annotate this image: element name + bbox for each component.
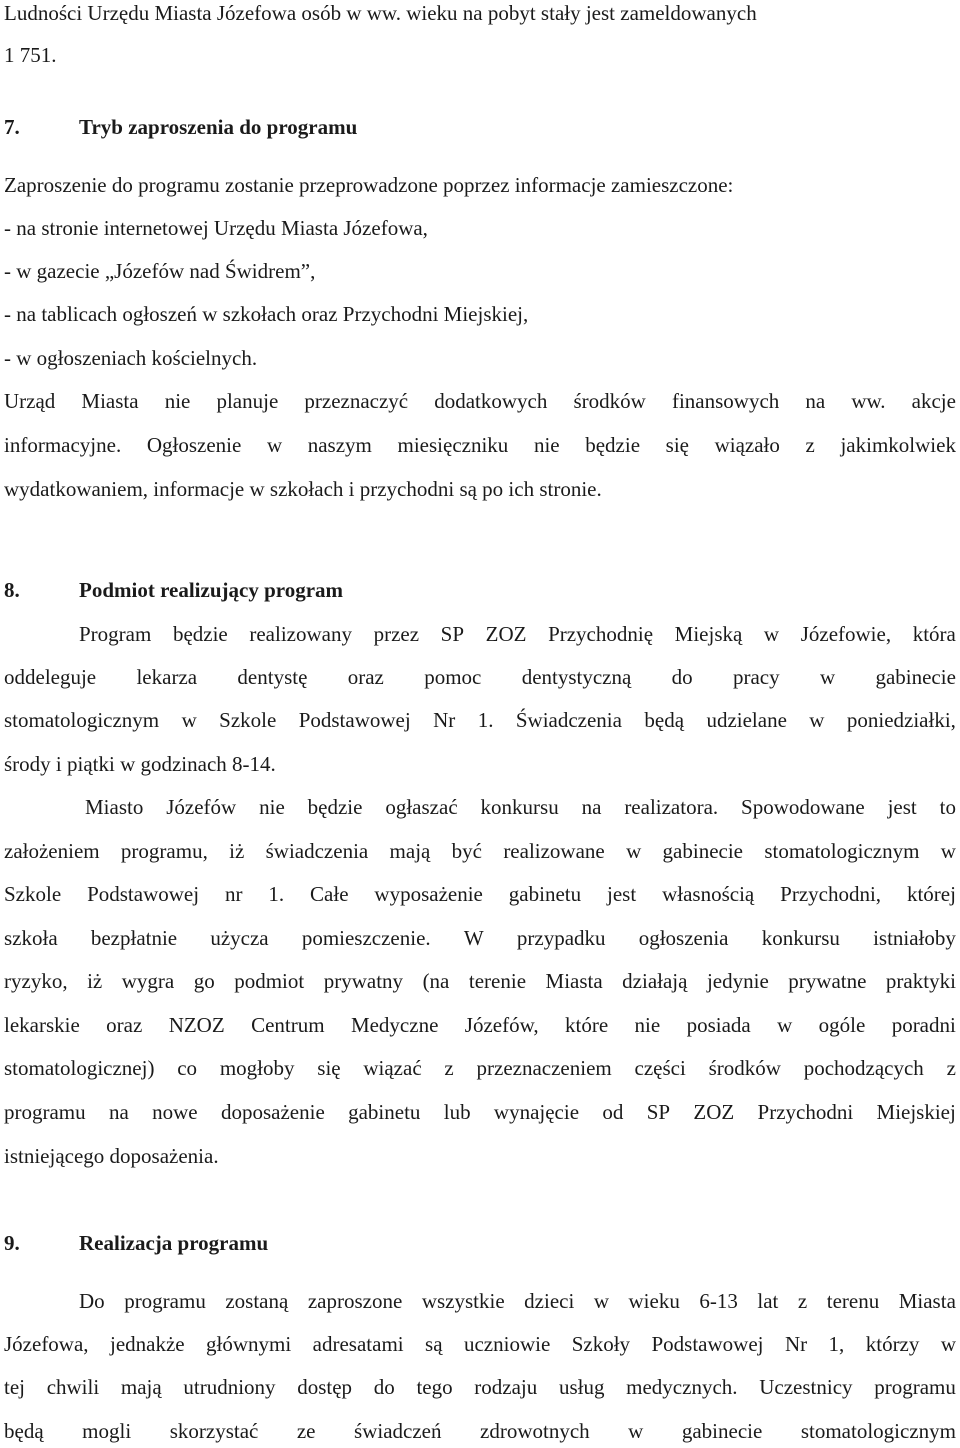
word: Miejską [674,622,743,646]
word: w [626,839,642,863]
word: z [797,1289,808,1313]
word: Świadczenia [515,708,622,732]
word: nowe [152,1100,198,1124]
word: jest [887,795,917,819]
word: tego [416,1375,453,1399]
word: której [906,882,956,906]
word: dodatkowych [434,389,548,413]
word: doposażenie [220,1100,325,1124]
word: Szkole [4,882,62,906]
word: nie [164,389,191,413]
word: się [665,433,689,457]
word: w [940,839,956,863]
word: jakimkolwiek [840,433,956,457]
word: zdrowotnych [480,1419,590,1443]
word: zaproszone [307,1289,403,1313]
word: iż [87,969,103,993]
section-9-title: Realizacja programu [79,1231,269,1255]
word: będzie [172,622,228,646]
word: miesięczniku [397,433,509,457]
word: Józefowie, [800,622,892,646]
word: naszym [307,433,372,457]
intro-line-2: 1 751. [4,43,57,67]
word: nie [259,795,285,819]
word: w [819,665,836,689]
word: być [451,839,482,863]
section-9-line [4,1418,956,1444]
word: w [181,708,197,732]
section-8-line [4,1099,956,1125]
word: nr [224,882,243,906]
word: Program [79,622,152,646]
word: ZOZ [693,1100,735,1124]
word: głównymi [206,1332,292,1356]
word: będzie [585,433,641,457]
word: Przychodnię [548,622,654,646]
word: w [940,1332,956,1356]
word: w [266,433,283,457]
word: realizowane [503,839,605,863]
word: skorzystać [169,1419,259,1443]
word: użycza [210,926,269,950]
word: które [565,1013,609,1037]
section-7-line: - na tablicach ogłoszeń w szkołach oraz Przychodni Miejskiej, [4,302,529,326]
word: mają [120,1375,162,1399]
word: podmiot [234,969,305,993]
word: gabinecie [875,665,956,689]
word: przeznaczeniem [476,1056,612,1080]
word: bezpłatnie [90,926,178,950]
word: konkursu [761,926,840,950]
word: SP [646,1100,671,1124]
word: która [912,622,956,646]
word: gabinetu [348,1100,421,1124]
section-8-line [4,664,956,690]
word: mogłoby [219,1056,295,1080]
word: Miasta [898,1289,956,1313]
section-7-line: wydatkowaniem, informacje w szkołach i przychodni są po ich stronie. [4,477,602,501]
word: 1, [828,1332,845,1356]
section-7-line: - w ogłoszeniach kościelnych. [4,346,258,370]
word: lub [443,1100,471,1124]
word: będą [644,708,685,732]
section-9-line [4,1374,956,1400]
section-7-line [4,432,956,458]
word: świadczeń [354,1419,442,1443]
word: gabinecie [681,1419,763,1443]
word: terenu [826,1289,880,1313]
word: Medyczne [350,1013,439,1037]
word: ogłoszenia [638,926,729,950]
word: Podstawowej [651,1332,764,1356]
word: na [108,1100,129,1124]
section-8-line [4,968,956,994]
word: realizowany [249,622,352,646]
word: własnością [662,882,755,906]
word: ww. [851,389,886,413]
word: nie [634,1013,661,1037]
word: tej [4,1375,25,1399]
word: W [463,926,484,950]
word: działają [622,969,688,993]
word: (na [422,969,450,993]
word: utrudniony [183,1375,276,1399]
word: się [317,1056,341,1080]
word: ZOZ [485,622,527,646]
word: adresatami [312,1332,404,1356]
word: na [581,795,602,819]
section-7-heading [4,114,357,140]
word: co [177,1056,198,1080]
word: prywatny [323,969,404,993]
word: z [444,1056,454,1080]
word: istniałoby [873,926,956,950]
word: szkoła [4,926,58,950]
section-8-line [4,1012,956,1038]
section-8-line [4,881,956,907]
word: realizatora. [624,795,719,819]
word: Józefów, [464,1013,539,1037]
word: go [193,969,215,993]
word: wiązać [363,1056,422,1080]
word: usług [558,1375,605,1399]
section-9-heading [4,1230,268,1256]
word: Przychodni [757,1100,854,1124]
word: Centrum [251,1013,325,1037]
word: programu, [120,839,208,863]
word: prywatne [788,969,867,993]
word: Nr [784,1332,808,1356]
section-8-heading [4,577,343,603]
word: ogóle [818,1013,866,1037]
word: udzielane [706,708,787,732]
word: jednakże [109,1332,185,1356]
section-7-number: 7. [4,115,20,139]
word: w [777,1013,793,1037]
word: 1. [268,882,285,906]
word: w [593,1289,609,1313]
word: środków [573,389,646,413]
word: NZOZ [168,1013,225,1037]
word: Miasta [81,389,139,413]
section-8-line [4,707,956,733]
section-8-line: istniejącego doposażenia. [4,1144,219,1168]
word: dentystę [237,665,308,689]
word: chwili [46,1375,100,1399]
section-7-title: Tryb zaproszenia do programu [79,115,358,139]
word: iż [229,839,245,863]
word: części [634,1056,686,1080]
word: stomatologicznej) [4,1056,155,1080]
section-7-line: Zaproszenie do programu zostanie przeprowadzone poprzez informacje zamieszczone: [4,173,734,197]
word: wiązało [714,433,780,457]
word: będzie [307,795,363,819]
word: stomatologicznym [800,1419,956,1443]
word: programu [124,1289,206,1313]
word: oraz [347,665,384,689]
word: Podstawowej [298,708,411,732]
word: wieku [628,1289,680,1313]
word: w [763,622,780,646]
word: środków [708,1056,781,1080]
word: informacyjne. [4,433,122,457]
section-8-line [4,838,956,864]
word: w [809,708,825,732]
word: to [939,795,956,819]
section-9-number: 9. [4,1231,20,1255]
word: Józefowa, [4,1332,89,1356]
word: Ogłoszenie [146,433,242,457]
word: konkursu [480,795,559,819]
word: oraz [106,1013,143,1037]
word: gabinetu [508,882,582,906]
word: wszystkie [421,1289,505,1313]
word: Szkole [219,708,277,732]
word: przeznaczyć [304,389,409,413]
word: do [671,665,693,689]
word: Przychodni, [780,882,882,906]
word: Miejskiej [876,1100,956,1124]
section-9-line [4,1331,956,1357]
section-7-line [4,388,956,414]
section-7-line: - w gazecie „Józefów nad Świdrem”, [4,259,316,283]
word: medycznych. [626,1375,738,1399]
word: od [602,1100,624,1124]
word: stomatologicznym [764,839,920,863]
word: stomatologicznym [4,708,160,732]
intro-line-1: Ludności Urzędu Miasta Józefowa osób w ww. wieku na pobyt stały jest zameldowanych [4,1,757,25]
word: dostęp [297,1375,353,1399]
word: 1. [477,708,494,732]
section-8-line [79,621,956,647]
word: w [628,1419,644,1443]
word: będą [4,1419,44,1443]
word: założeniem [4,839,100,863]
word: Nr [433,708,456,732]
word: programu [4,1100,86,1124]
word: programu [874,1375,956,1399]
word: dzieci [524,1289,575,1313]
word: ogłaszać [385,795,458,819]
word: ze [296,1419,316,1443]
word: lat [757,1289,779,1313]
word: do [373,1375,395,1399]
word: terenie [468,969,527,993]
word: jedynie [706,969,769,993]
word: pochodzących [803,1056,924,1080]
word: Miasta [545,969,603,993]
word: Do [79,1289,105,1313]
word: pracy [732,665,780,689]
word: dentystyczną [521,665,632,689]
word: poradni [891,1013,956,1037]
word: pomieszczenie. [301,926,431,950]
word: Uczestnicy [759,1375,853,1399]
word: Urząd [4,389,56,413]
word: jest [607,882,637,906]
section-8-line [4,1055,956,1081]
word: wygra [121,969,175,993]
section-8-line [85,794,956,820]
word: lekarza [136,665,198,689]
word: mają [389,839,431,863]
word: na [805,389,826,413]
word: SP [440,622,465,646]
word: gabinecie [662,839,743,863]
word: 6-13 [699,1289,738,1313]
word: zostaną [225,1289,289,1313]
word: Spowodowane [741,795,865,819]
word: przez [373,622,420,646]
word: przypadku [516,926,606,950]
word: nie [533,433,560,457]
word: Podstawowej [87,882,200,906]
word: z [946,1056,956,1080]
section-7-line: - na stronie internetowej Urzędu Miasta Józefowa, [4,216,428,240]
word: ryzyko, [4,969,68,993]
word: wyposażenie [374,882,483,906]
word: wynajęcie [493,1100,580,1124]
word: rodzaju [474,1375,538,1399]
word: którzy [865,1332,920,1356]
section-9-line [79,1288,956,1314]
section-8-line: środy i piątki w godzinach 8-14. [4,752,276,776]
word: są [425,1332,443,1356]
word: Miasto [85,795,144,819]
word: mogli [82,1419,132,1443]
word: Józefów [166,795,237,819]
word: pomoc [424,665,482,689]
word: uczniowie [463,1332,551,1356]
section-8-title: Podmiot realizujący program [79,578,344,602]
word: oddeleguje [4,665,97,689]
word: Szkoły [571,1332,631,1356]
word: poniedziałki, [846,708,956,732]
word: Całe [310,882,349,906]
word: finansowych [671,389,780,413]
word: z [805,433,815,457]
word: posiada [686,1013,751,1037]
word: lekarskie [4,1013,80,1037]
word: świadczenia [265,839,369,863]
word: planuje [216,389,279,413]
section-8-line [4,925,956,951]
section-8-number: 8. [4,578,20,602]
word: akcje [911,389,956,413]
word: praktyki [885,969,956,993]
